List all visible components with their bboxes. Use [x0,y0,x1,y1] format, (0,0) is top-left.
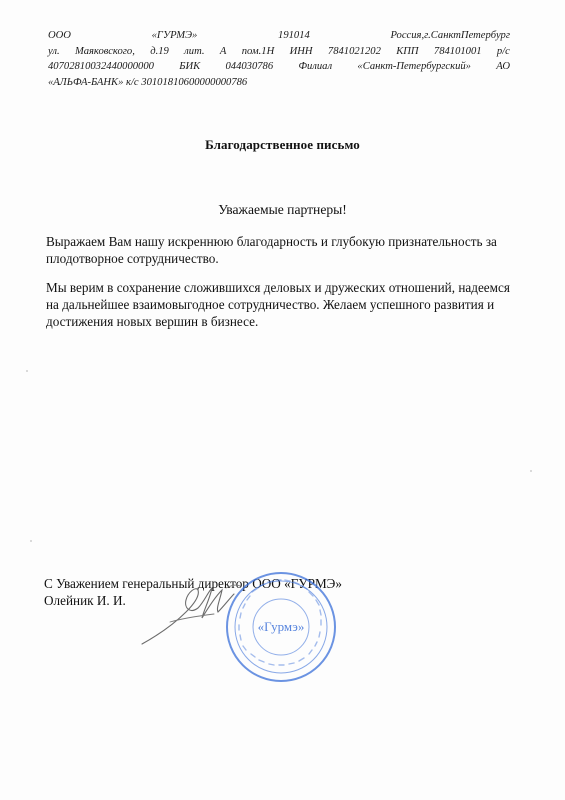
premises: пом.1Н [241,45,275,57]
kpp-label: КПП [396,45,419,57]
letter-abbr: лит. [184,45,205,57]
city: Россия,г.СанктПетербург [390,30,510,41]
paragraph-gratitude: Выражаем Вам нашу искреннюю благодарность и глубокую признательность за плодотворное сотрудничество. [46,234,497,266]
inn-value: 7841021202 [327,45,381,57]
legal-form: ООО [48,30,71,41]
inn-label: ИНН [289,45,313,57]
account-number: 40702810032440000000 [48,61,154,73]
greeting: Уважаемые партнеры! [218,202,347,217]
signer-name: Олейник И. И. [44,593,126,608]
branch-label: Филиал [298,61,333,73]
letter-title: Благодарственное письмо [205,137,360,152]
street-abbr: ул. [48,45,60,57]
bik-label: БИК [179,61,201,73]
requisites-line-1 [48,28,510,44]
kpp-value: 784101001 [433,45,482,57]
bik-value: 044030786 [225,61,274,73]
stamp-center-text: «Гурмэ» [257,619,305,634]
postal-code: 191014 [278,30,310,41]
scan-speck [30,540,32,542]
street-name: Маяковского, [75,45,135,57]
letter-value: А [219,45,227,57]
account-label: р/с [496,45,510,57]
closing-line: С Уважением генеральный директор ООО «ГУРМЭ» [44,576,342,591]
house-number: д.19 [150,45,169,57]
requisites-line-2 [48,44,510,60]
stamp-graphic [224,570,338,684]
requisites-line-4: «АЛЬФА-БАНК» к/с 30101810600000000786 [48,76,248,88]
scan-speck [26,370,28,372]
branch-name: «Санкт-Петербургский» [357,61,471,73]
requisites-line-3 [48,59,510,75]
scan-speck [530,470,532,472]
company-requisites [48,28,510,90]
company-stamp [224,570,338,684]
paragraph-wishes: Мы верим в сохранение сложившихся деловых и дружеских отношений, надеемся на дальнейшее взаимовыгодное сотрудничество. Желаем успешного развития и достижения новых вершин в бизнесе. [46,280,510,329]
bank-form: АО [496,61,510,73]
company-name: «ГУРМЭ» [151,30,198,41]
